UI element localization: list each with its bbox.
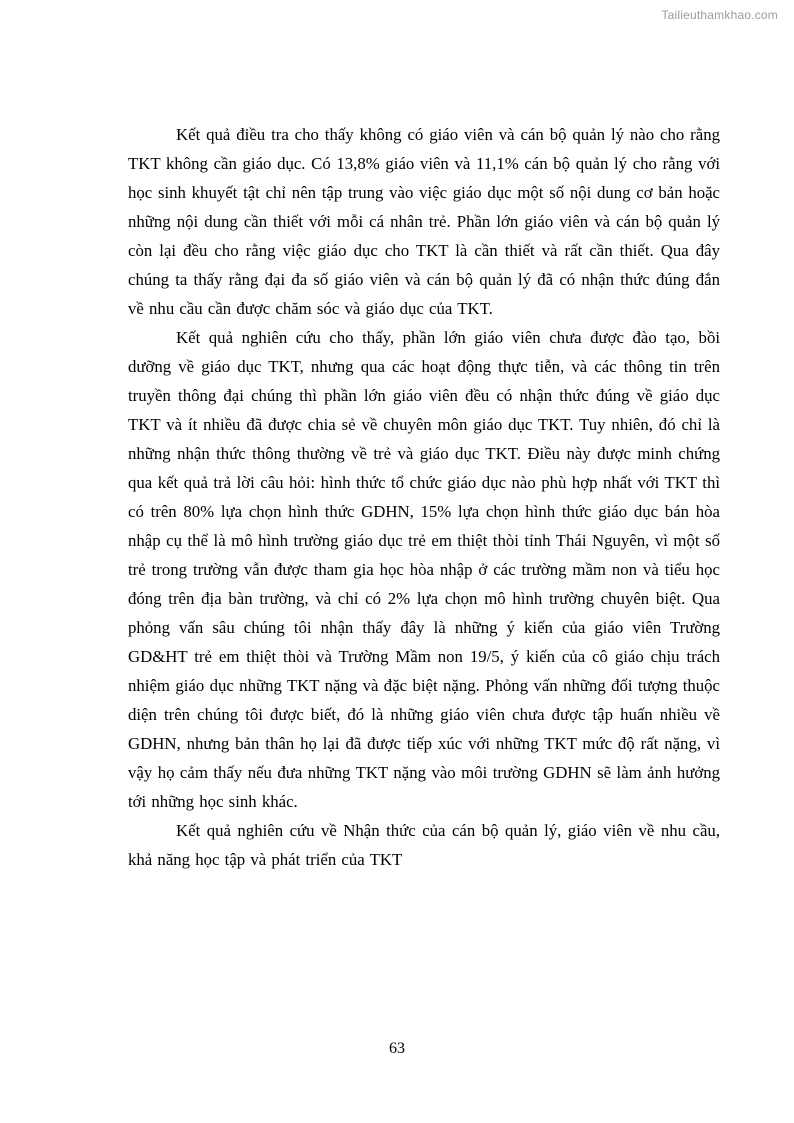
paragraph: Kết quả nghiên cứu về Nhận thức của cán bộ quản lý, giáo viên về nhu cầu, khả năng học tập và phát triển của TKT: [128, 821, 720, 869]
watermark-text: Tailieuthamkhao.com: [661, 8, 778, 22]
paragraph: Kết quả điều tra cho thấy không có giáo viên và cán bộ quản lý nào cho rằng TKT không cần giáo dục. Có 13,8% giáo viên và 11,1% cán bộ quản lý cho rằng với học sinh khuyết tật chỉ nên tập trung vào việc giáo dục một số nội dung cơ bản hoặc những nội dung cần thiết với mỗi cá nhân trẻ. Phần lớn giáo viên và cán bộ quản lý còn lại đều cho rằng việc giáo dục cho TKT là cần thiết và rất cần thiết. Qua đây chúng ta thấy rằng đại đa số giáo viên và cán bộ quản lý đã có nhận thức đúng đắn về nhu cầu cần được chăm sóc và giáo dục của TKT.: [128, 125, 720, 318]
document-body: [128, 120, 720, 874]
page-number: 63: [389, 1040, 405, 1057]
paragraph: Kết quả nghiên cứu cho thấy, phần lớn giáo viên chưa được đào tạo, bồi dưỡng về giáo dục TKT, nhưng qua các hoạt động thực tiễn, và các thông tin trên truyền thông đại chúng thì phần lớn giáo viên đều có nhận thức đúng về giáo dục TKT và ít nhiều đã được chia sẻ về chuyên môn giáo dục TKT. Tuy nhiên, đó chỉ là những nhận thức thông thường về trẻ và giáo dục TKT. Điều này được minh chứng qua kết quả trả lời câu hỏi: hình thức tổ chức giáo dục nào phù hợp nhất với TKT thì có trên 80% lựa chọn hình thức GDHN, 15% lựa chọn hình thức giáo dục bán hòa nhập cụ thể là mô hình trường giáo dục trẻ em thiệt thòi tỉnh Thái Nguyên, vì một số trẻ trong trường vẫn được tham gia học hòa nhập ở các trường mầm non và tiểu học đóng trên địa bàn trường, và chỉ có 2% lựa chọn mô hình trường chuyên biệt. Qua phỏng vấn sâu chúng tôi nhận thấy đây là những ý kiến của giáo viên Trường GD&HT trẻ em thiệt thòi và Trường Mầm non 19/5, ý kiến của cô giáo chịu trách nhiệm giáo dục những TKT nặng và đặc biệt nặng. Phỏng vấn những đối tượng thuộc diện trên chúng tôi được biết, đó là những giáo viên chưa được tập huấn nhiều về GDHN, nhưng bản thân họ lại đã được tiếp xúc với những TKT mức độ rất nặng, vì vậy họ cảm thấy nếu đưa những TKT nặng vào môi trường GDHN sẽ làm ảnh hưởng tới những học sinh khác.: [128, 328, 720, 811]
